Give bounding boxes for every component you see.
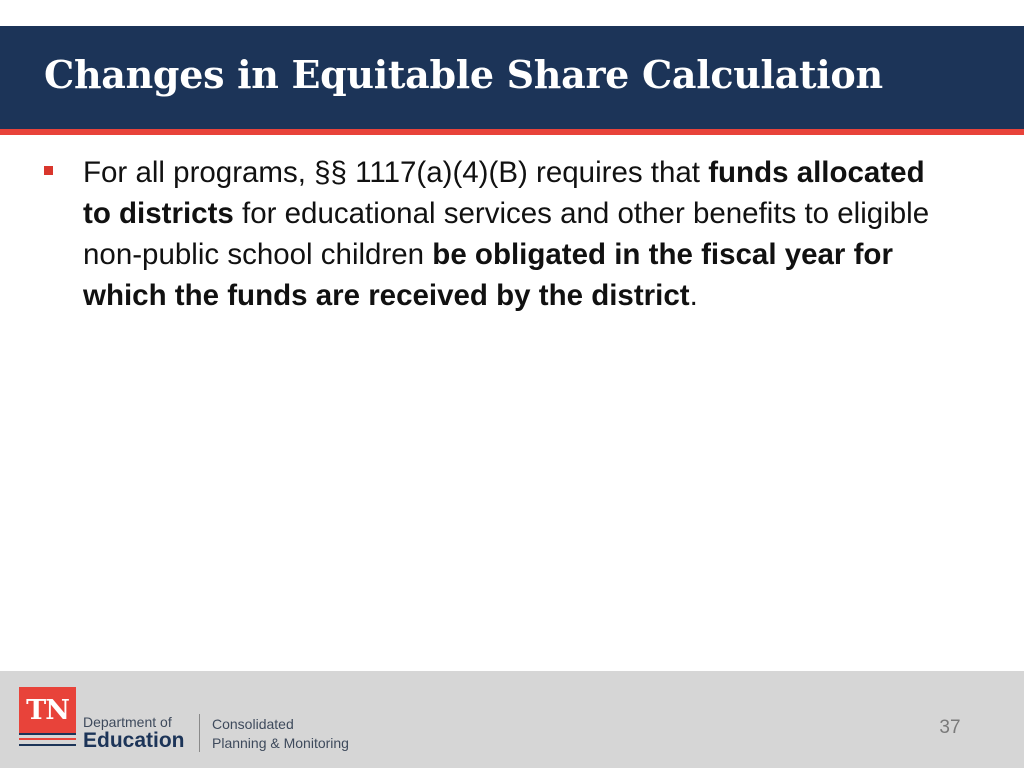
logo-divider	[199, 714, 200, 752]
slide-body	[44, 152, 964, 316]
office-label-line2: Planning & Monitoring	[212, 735, 349, 751]
bullet-text-part: for educational services and other benefits to eligible non-public school children	[83, 197, 930, 271]
bullet-text-part: For all programs, §§ 1117(a)(4)(B) requires that	[83, 156, 709, 189]
bullet-item	[44, 152, 964, 316]
bullet-text-part: .	[689, 279, 698, 312]
bullet-text	[83, 152, 953, 316]
bullet-text-bold: be obligated in the fiscal year for which the funds are received by the district	[83, 238, 893, 312]
tn-logo: TN	[19, 687, 76, 733]
slide-title: Changes in Equitable Share Calculation	[44, 52, 883, 97]
office-label-line1: Consolidated	[212, 716, 294, 732]
page-number: 37	[939, 717, 961, 738]
bullet-text-bold: funds allocated to districts	[83, 156, 925, 230]
tn-logo-stripes	[19, 733, 76, 746]
title-accent-line	[0, 129, 1024, 135]
education-label: Education	[83, 729, 185, 752]
square-bullet-icon	[44, 166, 53, 175]
department-label: Department of	[83, 714, 172, 730]
